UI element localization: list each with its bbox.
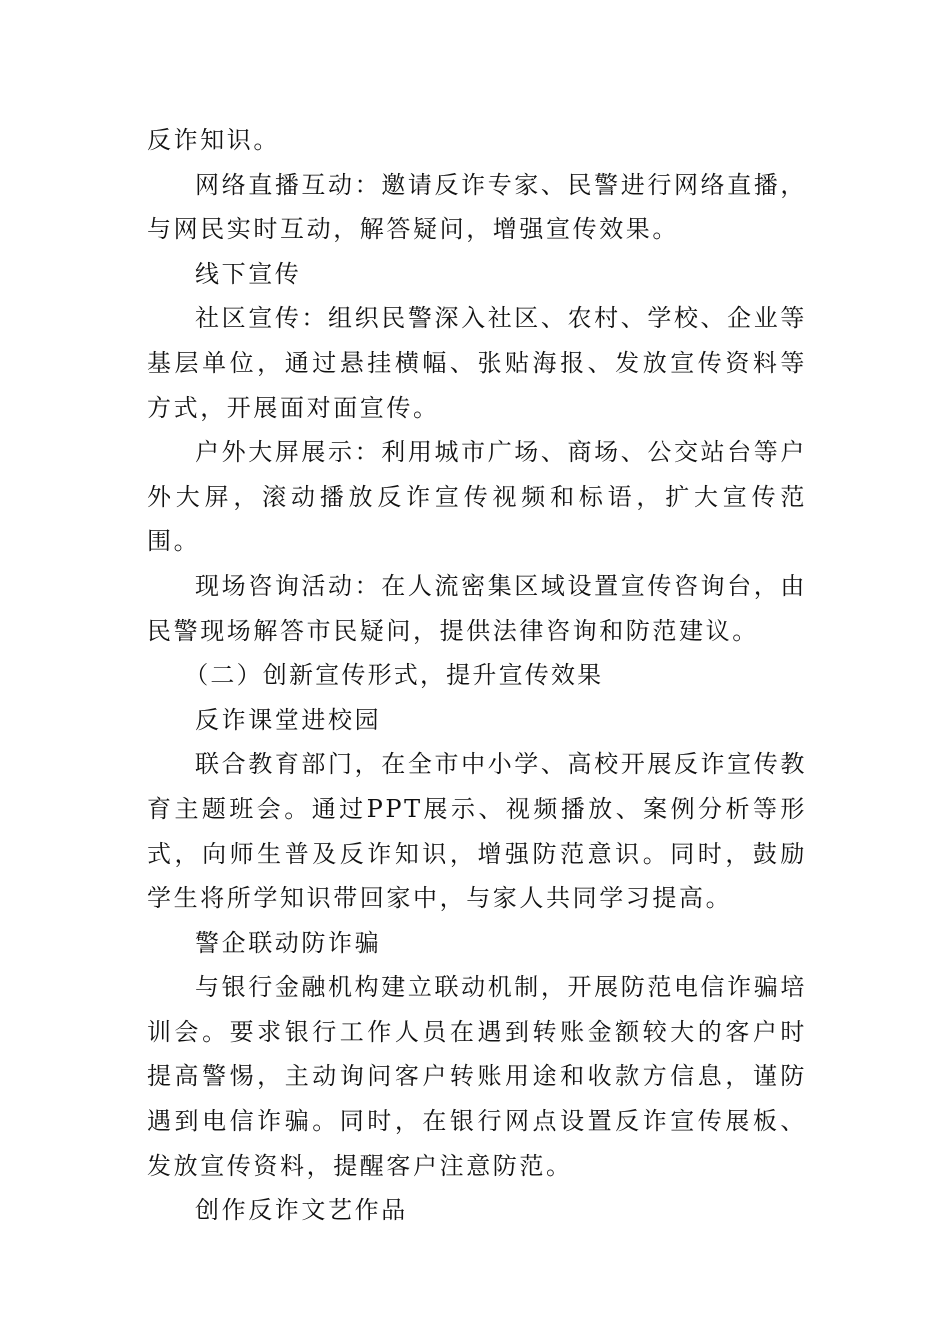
section-campus-class: 反诈课堂进校园 — [195, 705, 382, 734]
section-police-enterprise: 警企联动防诈骗 — [195, 928, 382, 957]
paragraph-community-publicity: 社区宣传：组织民警深入社区、农村、学校、企业等基层单位，通过悬挂横幅、张贴海报、发放宣传资料等方式，开展面对面宣传。 — [147, 304, 807, 422]
paragraph-police-enterprise: 与银行金融机构建立联动机制，开展防范电信诈骗培训会。要求银行工作人员在遇到转账金额较大的客户时提高警惕，主动询问客户转账用途和收款方信息，谨防遇到电信诈骗。同时，在银行网点设置反诈宣传展板、发放宣传资料，提醒客户注意防范。 — [147, 973, 807, 1180]
paragraph-outdoor-screen: 户外大屏展示：利用城市广场、商场、公交站台等户外大屏，滚动播放反诈宣传视频和标语，扩大宣传范围。 — [147, 438, 807, 556]
paragraph-live-stream: 网络直播互动：邀请反诈专家、民警进行网络直播，与网民实时互动，解答疑问，增强宣传效果。 — [147, 170, 807, 244]
paragraph-onsite-consulting: 现场咨询活动：在人流密集区域设置宣传咨询台，由民警现场解答市民疑问，提供法律咨询和防范建议。 — [147, 571, 807, 645]
section-literary-works: 创作反诈文艺作品 — [195, 1196, 408, 1225]
document-body — [147, 118, 807, 1233]
paragraph-continuation: 反诈知识。 — [147, 126, 280, 154]
paragraph-campus-class: 联合教育部门，在全市中小学、高校开展反诈宣传教育主题班会。通过PPT展示、视频播放、案例分析等形式，向师生普及反诈知识，增强防范意识。同时，鼓励学生将所学知识带回家中，与家人共同学习提高。 — [147, 750, 807, 913]
section-heading-innovate: （二）创新宣传形式，提升宣传效果 — [184, 661, 604, 690]
section-offline-publicity: 线下宣传 — [195, 259, 302, 288]
